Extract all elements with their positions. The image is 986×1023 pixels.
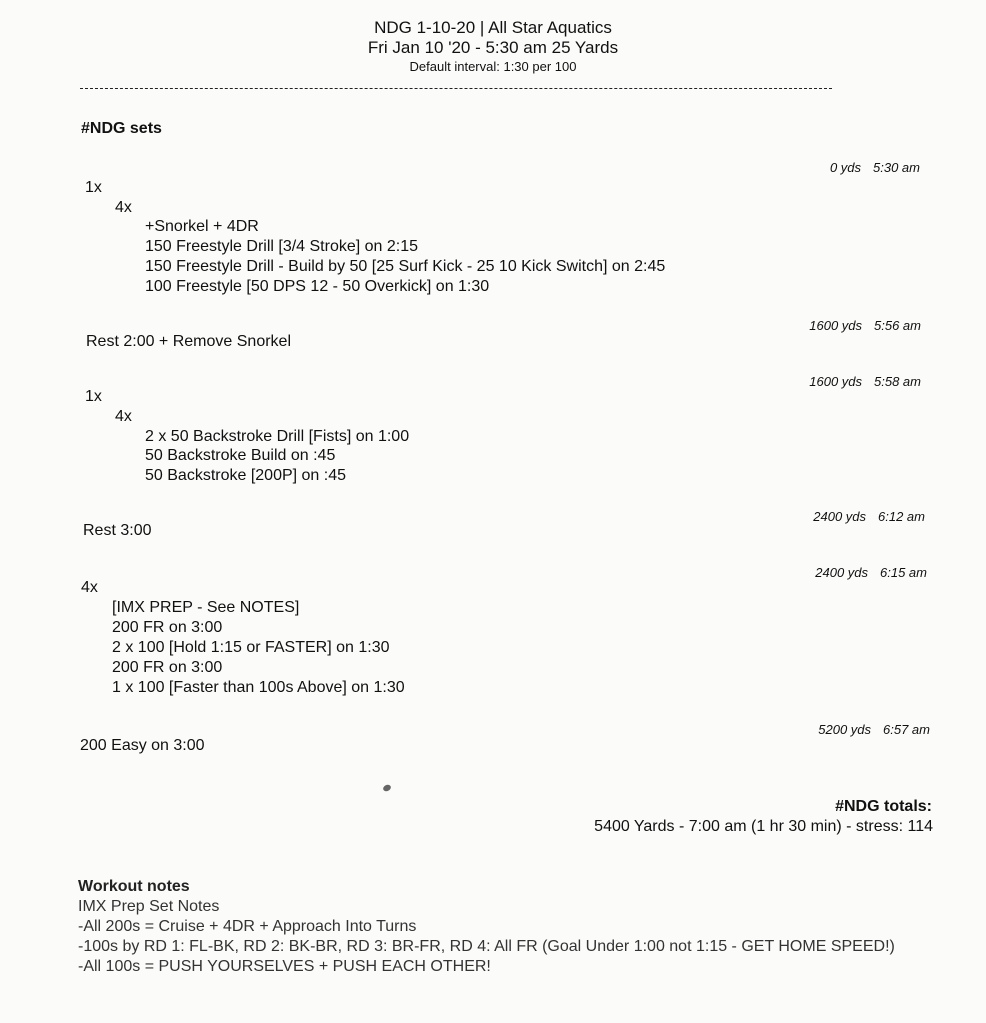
set1-rounds: 1x — [85, 179, 102, 196]
stamp-4 — [813, 509, 925, 524]
stamp-5 — [815, 565, 927, 580]
rest-2: Rest 3:00 — [83, 522, 152, 539]
dashed-divider — [80, 88, 832, 89]
stamp-time: 6:15 am — [880, 565, 927, 580]
default-interval: Default interval: 1:30 per 100 — [409, 59, 577, 74]
notes-line: -All 100s = PUSH YOURSELVES + PUSH EACH OTHER! — [78, 958, 491, 975]
stamp-yds: 2400 yds — [815, 565, 869, 580]
stamp-yds: 1600 yds — [809, 318, 863, 333]
set3-rounds: 4x — [81, 579, 98, 596]
set1-line: 150 Freestyle Drill [3/4 Stroke] on 2:15 — [145, 238, 419, 255]
stamp-time: 6:57 am — [883, 722, 930, 737]
set2-line: 2 x 50 Backstroke Drill [Fists] on 1:00 — [145, 428, 410, 445]
stamp-3 — [809, 374, 921, 389]
set3-line: [IMX PREP - See NOTES] — [112, 599, 300, 616]
set3-line: 200 FR on 3:00 — [112, 619, 223, 636]
set1-line: +Snorkel + 4DR — [145, 218, 259, 235]
set2-line: 50 Backstroke [200P] on :45 — [145, 467, 347, 484]
totals-value: 5400 Yards - 7:00 am (1 hr 30 min) - stress: 114 — [594, 818, 933, 835]
notes-line: IMX Prep Set Notes — [78, 898, 220, 915]
stamp-yds: 2400 yds — [813, 509, 867, 524]
section-title: #NDG sets — [81, 120, 162, 137]
smudge-mark — [382, 784, 392, 793]
stamp-1 — [830, 160, 920, 175]
stamp-time: 5:56 am — [874, 318, 921, 333]
set3-line: 1 x 100 [Faster than 100s Above] on 1:30 — [112, 679, 405, 696]
set1-line: 150 Freestyle Drill - Build by 50 [25 Surf Kick - 25 10 Kick Switch] on 2:45 — [145, 258, 666, 275]
set1-subrounds: 4x — [115, 199, 132, 216]
set2-subrounds: 4x — [115, 408, 132, 425]
set3-line: 200 FR on 3:00 — [112, 659, 223, 676]
set1-line: 100 Freestyle [50 DPS 12 - 50 Overkick] on 1:30 — [145, 278, 490, 295]
stamp-6 — [818, 722, 930, 737]
rest-1: Rest 2:00 + Remove Snorkel — [86, 333, 291, 350]
stamp-yds: 1600 yds — [809, 374, 863, 389]
workout-header — [0, 18, 986, 76]
stamp-yds: 0 yds — [829, 160, 862, 175]
workout-notes — [78, 877, 938, 977]
set2-line: 50 Backstroke Build on :45 — [145, 447, 336, 464]
stamp-time: 5:58 am — [874, 374, 921, 389]
set3-line: 2 x 100 [Hold 1:15 or FASTER] on 1:30 — [112, 639, 390, 656]
stamp-yds: 5200 yds — [818, 722, 872, 737]
totals-heading: #NDG totals: — [835, 798, 932, 815]
set4-line: 200 Easy on 3:00 — [80, 737, 205, 754]
notes-line: -100s by RD 1: FL-BK, RD 2: BK-BR, RD 3: BR-FR, RD 4: All FR (Goal Under 1:00 not 1:15 - GET HOME SPEED!) — [78, 938, 895, 955]
workout-title: NDG 1-10-20 | All Star Aquatics — [374, 18, 612, 37]
notes-heading: Workout notes — [78, 878, 190, 895]
stamp-time: 5:30 am — [873, 160, 920, 175]
notes-line: -All 200s = Cruise + 4DR + Approach Into Turns — [78, 918, 417, 935]
workout-date-pool: Fri Jan 10 '20 - 5:30 am 25 Yards — [367, 38, 619, 57]
stamp-time: 6:12 am — [878, 509, 925, 524]
stamp-2 — [809, 318, 921, 333]
set2-rounds: 1x — [85, 388, 102, 405]
